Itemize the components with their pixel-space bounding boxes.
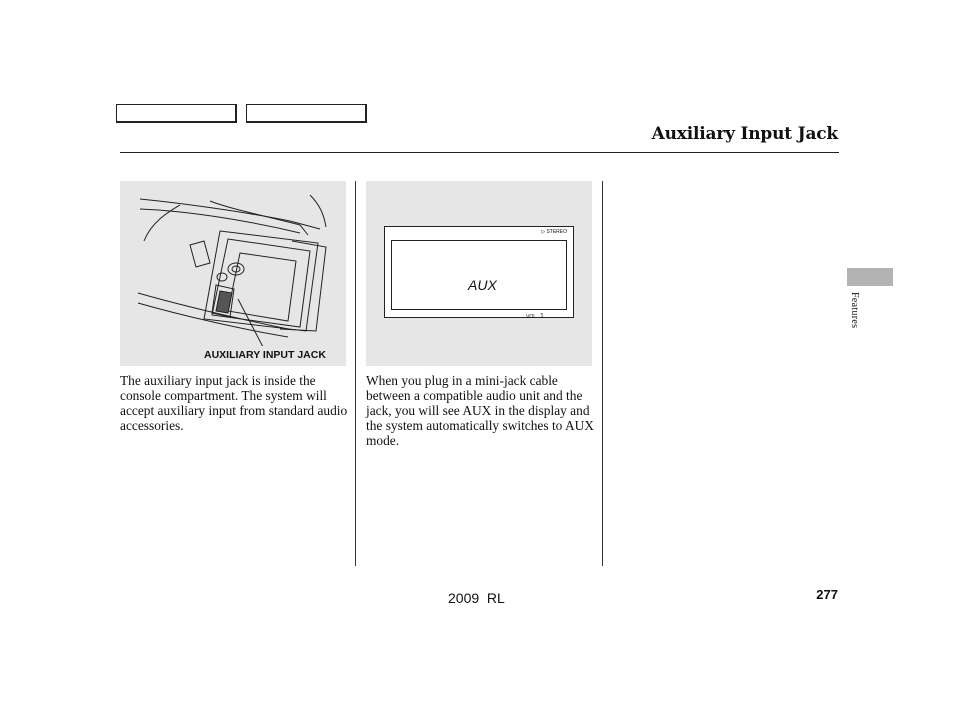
nav-box-left[interactable] bbox=[116, 104, 237, 123]
footer-model: 2009 RL bbox=[448, 590, 505, 606]
page-number: 277 bbox=[816, 587, 838, 602]
display-inner-frame bbox=[391, 240, 567, 320]
body-paragraph-1: The auxiliary input jack is inside the console compartment. The system will accept auxiliary input from standard audio accessories. bbox=[120, 373, 348, 433]
column-divider-2 bbox=[602, 181, 603, 566]
volume-value: 1 bbox=[540, 313, 544, 320]
stereo-indicator bbox=[541, 229, 567, 235]
stereo-label: STEREO bbox=[546, 229, 567, 235]
figure-caption: AUXILIARY INPUT JACK bbox=[204, 349, 326, 361]
console-compartment-illustration bbox=[120, 181, 346, 346]
stereo-icon: ▷ bbox=[541, 229, 546, 235]
column-divider-1 bbox=[355, 181, 356, 566]
body-paragraph-2: When you plug in a mini-jack cable between a compatible audio unit and the jack, you will see AUX in the display and the system automatically switches to AUX mode. bbox=[366, 373, 594, 448]
audio-display-screen bbox=[384, 226, 574, 318]
section-tab[interactable] bbox=[847, 268, 893, 286]
aux-display-text: AUX bbox=[468, 277, 497, 293]
nav-box-right[interactable] bbox=[246, 104, 367, 123]
volume-label: VOL bbox=[526, 314, 536, 320]
title-rule bbox=[120, 152, 839, 153]
section-label: Features bbox=[849, 292, 860, 329]
volume-readout bbox=[526, 313, 544, 320]
page-title: Auxiliary Input Jack bbox=[651, 124, 838, 144]
console-figure-panel bbox=[120, 181, 346, 366]
